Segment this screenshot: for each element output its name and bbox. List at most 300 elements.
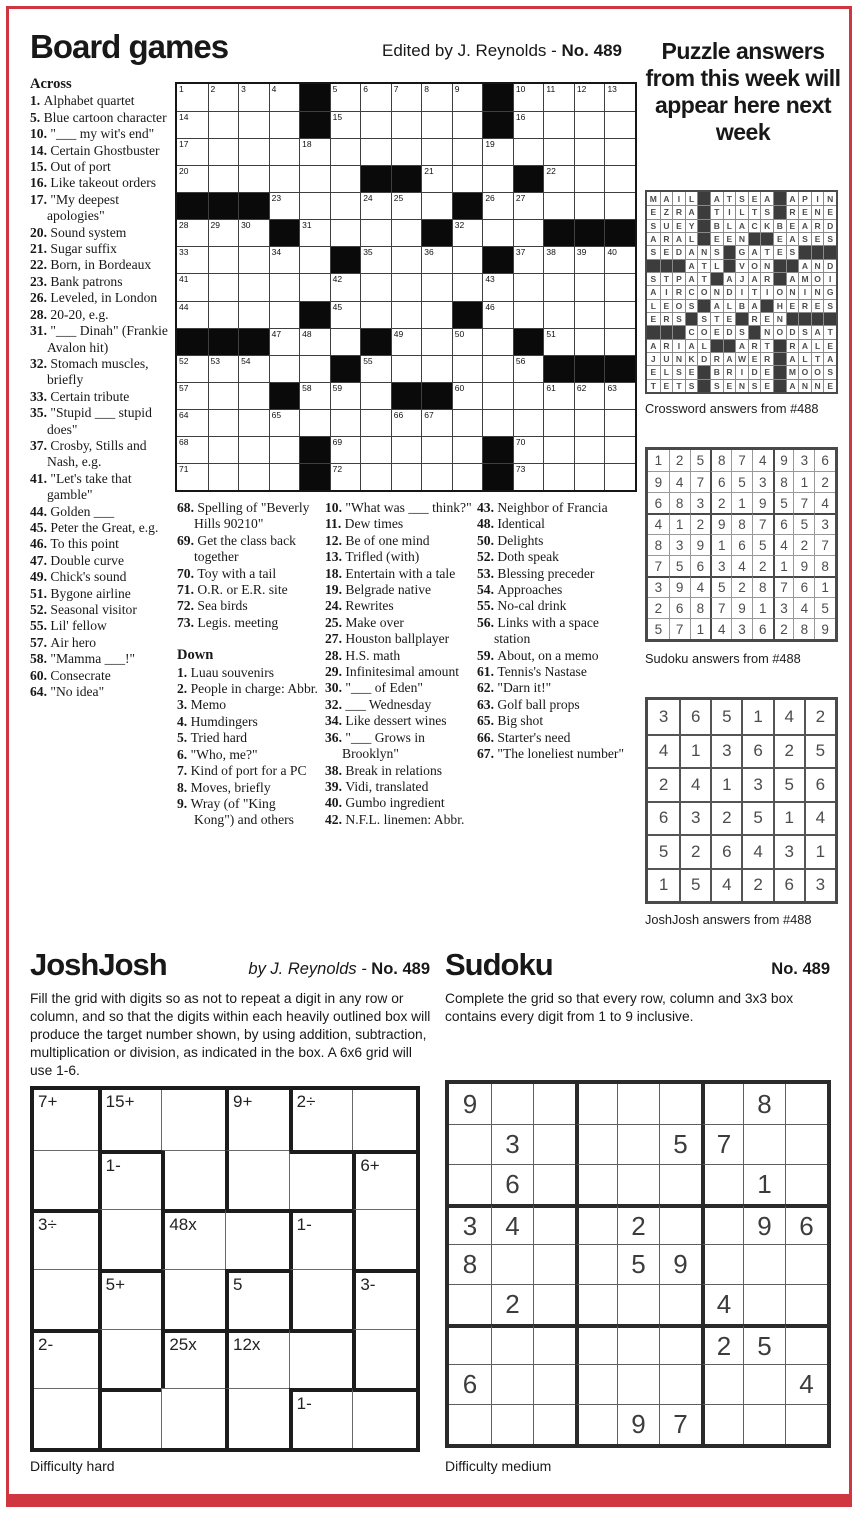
sudoku-cell: 2	[617, 1204, 659, 1244]
crossword-cell	[177, 273, 208, 300]
answer-letter-cell: B	[773, 219, 786, 232]
clue-item: 55. No-cal drink	[477, 598, 567, 614]
sudoku-cell: 1	[743, 1164, 785, 1204]
clue-item: 20. Sound system	[30, 224, 127, 240]
clue-item: 62. "Darn it!"	[477, 680, 552, 696]
crossword-cell	[391, 463, 422, 490]
crossword-cell	[452, 355, 483, 382]
sudoku-cell	[785, 1084, 827, 1124]
answer-digit-cell: 9	[773, 450, 794, 471]
cell-number: 3	[241, 84, 246, 94]
kenken-cage-label: 1-	[296, 1215, 312, 1235]
crossword-cell	[482, 138, 513, 165]
crossword-cell	[574, 84, 605, 111]
crossword-cell	[604, 463, 635, 490]
crossword-black-cell	[391, 382, 422, 409]
sudoku-cell	[785, 1324, 827, 1364]
answer-black-cell	[748, 232, 761, 245]
sudoku-cell	[659, 1364, 701, 1404]
crossword-cell	[452, 84, 483, 111]
cell-number: 49	[393, 328, 404, 339]
answer-letter-cell: S	[697, 312, 710, 325]
answer-letter-cell: I	[735, 365, 748, 378]
answer-letter-cell: T	[647, 379, 660, 392]
answer-digit-cell: 4	[648, 734, 679, 768]
answer-letter-cell: A	[798, 339, 811, 352]
answer-digit-cell: 4	[741, 834, 772, 868]
sudoku-cell	[785, 1404, 827, 1444]
cell-number: 41	[179, 274, 189, 285]
answer-digit-cell: 1	[710, 767, 741, 801]
cell-number: 4	[271, 84, 277, 94]
sudoku-cell	[743, 1404, 785, 1444]
crossword-cell	[421, 111, 452, 138]
crossword-cell	[452, 219, 483, 246]
clue-number: 52.	[477, 549, 498, 565]
sudoku-cell: 6	[491, 1164, 533, 1204]
crossword-cell	[238, 273, 269, 300]
clue-number: 41.	[30, 470, 51, 486]
answer-digit-cell: 6	[710, 471, 731, 492]
cell-number: 58	[302, 382, 312, 393]
answer-letter-cell: N	[760, 259, 773, 272]
cell-number: 1	[179, 84, 184, 94]
cell-number: 71	[179, 463, 189, 474]
answer-digit-cell: 2	[710, 801, 741, 835]
kenken-cage-label: 48x	[169, 1215, 197, 1235]
clue-number: 37.	[30, 437, 51, 453]
answer-letter-cell: R	[760, 352, 773, 365]
crossword-black-cell	[452, 301, 483, 328]
answer-letter-cell: N	[811, 259, 824, 272]
sudoku-cell	[533, 1284, 575, 1324]
sudoku-cell	[575, 1364, 617, 1404]
sudoku-cell: 3	[491, 1124, 533, 1164]
answer-digit-cell: 2	[773, 734, 804, 768]
crossword-cell	[330, 409, 361, 436]
answer-letter-cell: E	[685, 365, 698, 378]
answer-digit-cell: 3	[648, 576, 669, 597]
answer-letter-cell: N	[811, 205, 824, 218]
crossword-black-cell	[177, 328, 208, 355]
answer-digit-cell: 6	[804, 767, 835, 801]
clue-item: 61. Tennis's Nastase	[477, 664, 587, 680]
answer-digit-cell: 5	[690, 450, 711, 471]
sudoku-cell	[743, 1284, 785, 1324]
answer-letter-cell: A	[823, 352, 836, 365]
answer-digit-cell: 1	[648, 868, 679, 902]
crossword-cell	[482, 165, 513, 192]
clue-number: 32.	[325, 696, 346, 712]
crossword-cell	[452, 409, 483, 436]
crossword-black-cell	[299, 111, 330, 138]
answer-letter-cell: N	[786, 285, 799, 298]
answer-letter-cell: A	[786, 379, 799, 392]
crossword-answers-grid	[645, 190, 838, 394]
clue-number: 69.	[177, 532, 198, 548]
crossword-black-cell	[269, 382, 300, 409]
clue-number: 46.	[30, 536, 51, 552]
answer-digit-cell: 5	[648, 618, 669, 639]
crossword-cell	[543, 409, 574, 436]
sudoku-cell	[743, 1244, 785, 1284]
clue-number: 25.	[325, 614, 346, 630]
answer-letter-cell: C	[685, 285, 698, 298]
kenken-cell	[98, 1388, 162, 1448]
kenken-cage-label: 25x	[169, 1334, 197, 1354]
answer-digit-cell: 3	[690, 492, 711, 513]
clue-item: 47. Double curve	[30, 552, 124, 568]
answer-letter-cell: O	[748, 259, 761, 272]
answer-letter-cell: R	[723, 365, 736, 378]
crossword-cell	[421, 301, 452, 328]
answer-digit-cell: 8	[773, 471, 794, 492]
cell-number: 47	[271, 328, 282, 339]
answer-digit-cell: 5	[710, 576, 731, 597]
cell-number: 45	[332, 301, 343, 312]
cell-number: 40	[607, 247, 617, 258]
answer-digit-cell: 4	[752, 450, 773, 471]
answer-letter-cell: T	[697, 272, 710, 285]
answer-letter-cell: S	[798, 232, 811, 245]
cell-number: 26	[485, 193, 495, 204]
clue-item: 25. Make over	[325, 614, 404, 630]
crossword-black-cell	[421, 219, 452, 246]
crossword-cell	[360, 111, 391, 138]
cell-number: 62	[576, 382, 587, 393]
clue-item: 49. Chick's sound	[30, 569, 127, 585]
answer-letter-cell: E	[823, 205, 836, 218]
answer-letter-cell: T	[710, 205, 723, 218]
clue-item: 14. Certain Ghostbuster	[30, 142, 160, 158]
answer-letter-cell: E	[723, 379, 736, 392]
answer-letter-cell: O	[798, 365, 811, 378]
clue-item: 9. Wray (of "King Kong") and others	[177, 795, 294, 828]
answer-digit-cell: 7	[752, 513, 773, 534]
clue-item: 38. Break in relations	[325, 762, 443, 778]
crossword-grid	[175, 82, 637, 492]
answer-letter-cell: B	[735, 299, 748, 312]
sudoku-cell	[491, 1244, 533, 1284]
answer-digit-cell: 9	[648, 471, 669, 492]
clue-number: 73.	[177, 614, 198, 630]
answer-digit-cell: 8	[690, 597, 711, 618]
crossword-black-cell	[360, 328, 391, 355]
answer-letter-cell: L	[811, 339, 824, 352]
sudoku-cell	[533, 1124, 575, 1164]
crossword-black-cell	[604, 355, 635, 382]
clue-column-across	[30, 76, 173, 700]
answer-letter-cell: S	[735, 325, 748, 338]
crossword-cell	[604, 436, 635, 463]
cell-number: 55	[363, 355, 373, 366]
crossword-cell	[421, 165, 452, 192]
answer-digit-cell: 8	[648, 534, 669, 555]
answer-digit-cell: 4	[710, 868, 741, 902]
sudoku-cell	[575, 1164, 617, 1204]
crossword-cell	[391, 84, 422, 111]
answer-letter-cell: A	[786, 192, 799, 205]
clue-number: 7.	[177, 763, 191, 779]
answer-letter-cell: A	[710, 192, 723, 205]
crossword-cell	[604, 328, 635, 355]
clue-item: 3. Memo	[177, 697, 227, 713]
sudoku-answers-caption: Sudoku answers from #488	[645, 651, 801, 666]
answer-letter-cell: N	[697, 245, 710, 258]
crossword-cell	[391, 219, 422, 246]
answer-digit-cell: 7	[710, 597, 731, 618]
clue-number: 10.	[325, 500, 346, 515]
answer-digit-cell: 5	[741, 801, 772, 835]
crossword-cell	[360, 138, 391, 165]
cell-number: 33	[179, 247, 189, 258]
answer-letter-cell: E	[798, 205, 811, 218]
answer-digit-cell: 1	[648, 450, 669, 471]
answer-black-cell	[697, 365, 710, 378]
answer-digit-cell: 5	[752, 534, 773, 555]
crossword-cell	[269, 436, 300, 463]
answer-digit-cell: 6	[773, 513, 794, 534]
answer-letter-cell: A	[735, 339, 748, 352]
answer-letter-cell: S	[735, 192, 748, 205]
crossword-cell	[360, 382, 391, 409]
answer-letter-cell: I	[672, 192, 685, 205]
clue-number: 13.	[325, 549, 346, 565]
cell-number: 48	[302, 328, 312, 339]
answer-digit-cell: 6	[752, 618, 773, 639]
clue-item: 45. Peter the Great, e.g.	[30, 519, 159, 535]
answer-black-cell	[760, 299, 773, 312]
cell-number: 54	[241, 355, 251, 366]
cell-number: 7	[393, 84, 399, 94]
crossword-cell	[299, 328, 330, 355]
clue-item: 33. Certain tribute	[30, 388, 130, 404]
sudoku-cell	[575, 1324, 617, 1364]
crossword-cell	[513, 219, 544, 246]
sudoku-cell	[575, 1124, 617, 1164]
clue-number: 50.	[477, 532, 498, 548]
crossword-cell	[513, 111, 544, 138]
sudoku-puzzle-grid	[445, 1080, 831, 1448]
sudoku-cell	[785, 1124, 827, 1164]
clue-number: 67.	[477, 746, 498, 762]
crossword-cell	[208, 219, 239, 246]
answer-black-cell	[685, 312, 698, 325]
clue-number: 72.	[177, 598, 198, 614]
clue-item: 22. Born, in Bordeaux	[30, 257, 152, 273]
clue-number: 70.	[177, 565, 198, 581]
answer-digit-cell: 7	[731, 450, 752, 471]
crossword-cell	[360, 436, 391, 463]
cell-number: 61	[546, 382, 556, 393]
answer-letter-cell: T	[760, 339, 773, 352]
clue-item: 31. "___ Dinah" (Frankie Avalon hit)	[30, 323, 168, 355]
clue-item: 59. About, on a memo	[477, 647, 599, 663]
clue-number: 28.	[325, 647, 346, 663]
sudoku-cell	[491, 1364, 533, 1404]
crossword-cell	[330, 301, 361, 328]
clue-item: 1. Luau souvenirs	[177, 664, 275, 680]
clue-column-3	[325, 500, 475, 828]
answer-letter-cell: I	[735, 285, 748, 298]
cell-number: 16	[515, 112, 526, 123]
crossword-cell	[330, 84, 361, 111]
answer-black-cell	[697, 205, 710, 218]
sudoku-cell	[575, 1084, 617, 1124]
sudoku-cell	[575, 1244, 617, 1284]
sudoku-cell: 6	[785, 1204, 827, 1244]
answer-letter-cell: L	[697, 339, 710, 352]
kenken-cage-label: 2-	[38, 1334, 54, 1354]
kenken-cell	[352, 1329, 416, 1389]
kenken-cell	[161, 1150, 225, 1210]
sudoku-cell	[701, 1364, 743, 1404]
answer-digit-cell: 6	[731, 534, 752, 555]
kenken-cell	[98, 1329, 162, 1389]
answer-digit-cell: 2	[690, 513, 711, 534]
sudoku-cell	[743, 1364, 785, 1404]
sudoku-cell	[743, 1124, 785, 1164]
cell-number: 31	[302, 220, 312, 231]
answer-digit-cell: 1	[690, 618, 711, 639]
sudoku-cell	[449, 1124, 491, 1164]
cell-number: 25	[393, 193, 404, 204]
answer-digit-cell: 8	[793, 618, 814, 639]
crossword-black-cell	[513, 165, 544, 192]
kenken-cell	[34, 1269, 98, 1329]
crossword-cell	[574, 111, 605, 138]
crossword-cell	[574, 246, 605, 273]
crossword-cell	[238, 111, 269, 138]
sudoku-difficulty: Difficulty medium	[445, 1458, 552, 1474]
crossword-cell	[177, 165, 208, 192]
cell-number: 5	[332, 84, 338, 94]
answer-letter-cell: P	[798, 192, 811, 205]
answer-digit-cell: 3	[710, 734, 741, 768]
answer-letter-cell: E	[647, 365, 660, 378]
sudoku-cell	[701, 1244, 743, 1284]
answer-digit-cell: 4	[814, 492, 835, 513]
answer-letter-cell: L	[710, 259, 723, 272]
clue-number: 48.	[477, 516, 498, 532]
answer-letter-cell: A	[710, 299, 723, 312]
sudoku-cell	[785, 1284, 827, 1324]
clue-item: 27. Houston ballplayer	[325, 631, 450, 647]
answer-letter-cell: T	[811, 352, 824, 365]
cell-number: 52	[179, 355, 189, 366]
sudoku-cell	[617, 1284, 659, 1324]
joshjosh-byline	[200, 960, 430, 979]
crossword-cell	[360, 84, 391, 111]
sudoku-cell	[617, 1084, 659, 1124]
answer-digit-cell: 5	[773, 767, 804, 801]
answer-letter-cell: D	[672, 245, 685, 258]
answer-letter-cell: O	[811, 272, 824, 285]
answer-letter-cell: N	[811, 379, 824, 392]
crossword-cell	[543, 192, 574, 219]
crossword-black-cell	[208, 192, 239, 219]
crossword-cell	[482, 273, 513, 300]
answer-black-cell	[735, 312, 748, 325]
clue-item: 48. Identical	[477, 516, 545, 532]
clue-item: 44. Golden ___	[30, 503, 115, 519]
edited-by	[350, 41, 622, 61]
sudoku-cell	[701, 1164, 743, 1204]
cell-number: 69	[332, 436, 343, 447]
answer-letter-cell: A	[685, 259, 698, 272]
crossword-black-cell	[208, 328, 239, 355]
crossword-cell	[177, 463, 208, 490]
clue-column-4	[477, 500, 627, 763]
answer-letter-cell: E	[710, 232, 723, 245]
answer-letter-cell: B	[710, 219, 723, 232]
cell-number: 53	[210, 355, 220, 366]
answer-letter-cell: T	[723, 192, 736, 205]
clue-item: 17. "My deepest apologies"	[30, 191, 119, 224]
answer-digit-cell: 3	[793, 450, 814, 471]
cell-number: 42	[332, 274, 343, 285]
crossword-cell	[391, 138, 422, 165]
answer-digit-cell: 6	[669, 597, 690, 618]
sudoku-cell: 9	[743, 1204, 785, 1244]
answer-letter-cell: L	[723, 299, 736, 312]
sudoku-cell: 2	[701, 1324, 743, 1364]
crossword-cell	[421, 84, 452, 111]
answer-letter-cell: W	[735, 352, 748, 365]
answer-digit-cell: 4	[679, 767, 710, 801]
kenken-cell	[34, 1090, 98, 1150]
answer-letter-cell: T	[710, 312, 723, 325]
answer-letter-cell: H	[773, 299, 786, 312]
crossword-black-cell	[482, 111, 513, 138]
clue-number: 36.	[325, 729, 346, 745]
crossword-cell	[574, 273, 605, 300]
clue-number: 71.	[177, 582, 198, 598]
clue-item: 10. "___ my wit's end"	[30, 126, 155, 142]
answer-letter-cell: E	[710, 325, 723, 338]
crossword-cell	[452, 246, 483, 273]
answer-black-cell	[786, 312, 799, 325]
crossword-cell	[299, 382, 330, 409]
answer-letter-cell: A	[786, 272, 799, 285]
clue-item: 10. "What was ___ think?"	[325, 500, 472, 515]
answer-letter-cell: A	[748, 245, 761, 258]
answer-digit-cell: 6	[814, 450, 835, 471]
crossword-cell	[269, 111, 300, 138]
sudoku-cell	[659, 1204, 701, 1244]
clue-number: 59.	[477, 647, 498, 663]
answer-letter-cell: S	[672, 365, 685, 378]
crossword-cell	[452, 382, 483, 409]
crossword-cell	[574, 463, 605, 490]
answer-letter-cell: L	[685, 192, 698, 205]
edited-by-text: Edited by J. Reynolds -	[381, 41, 562, 60]
sudoku-cell	[659, 1084, 701, 1124]
answer-black-cell	[773, 259, 786, 272]
crossword-cell	[604, 192, 635, 219]
clue-item: 56. Links with a space station	[477, 614, 599, 647]
answer-letter-cell: L	[647, 299, 660, 312]
answer-letter-cell: C	[685, 325, 698, 338]
clue-number: 55.	[477, 598, 498, 614]
answer-letter-cell: G	[823, 285, 836, 298]
crossword-cell	[330, 382, 361, 409]
crossword-cell	[330, 219, 361, 246]
crossword-cell	[452, 273, 483, 300]
cell-number: 22	[546, 166, 556, 177]
answer-digit-cell: 3	[679, 801, 710, 835]
crossword-cell	[482, 219, 513, 246]
